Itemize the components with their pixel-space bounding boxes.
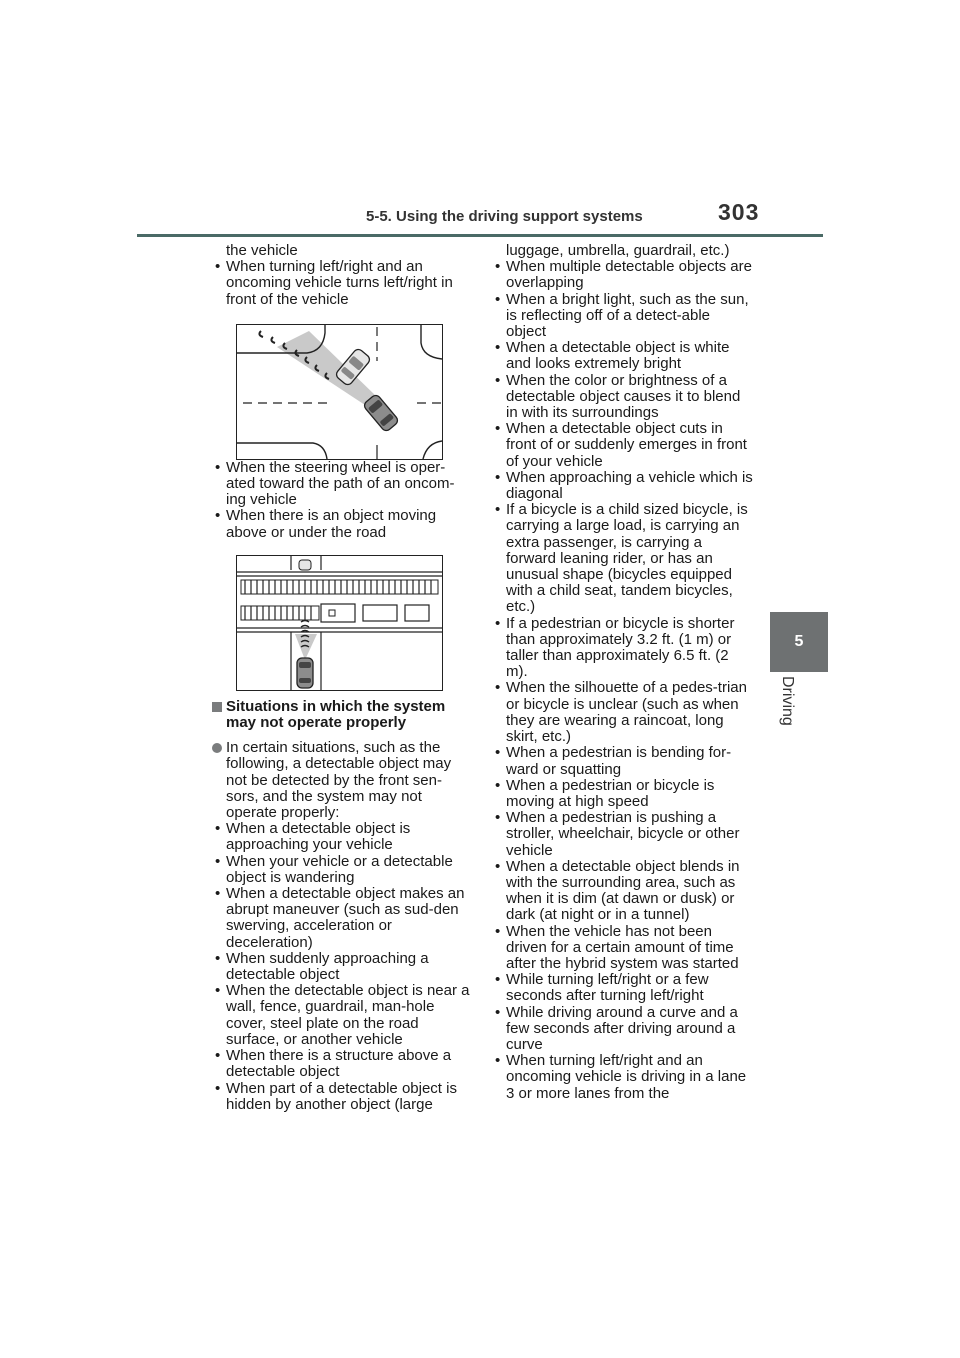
list-item: • When turning left/right and an oncoming vehicle is driving in a lane 3 or more lanes from the xyxy=(492,1053,754,1102)
page-number: 303 xyxy=(718,199,760,225)
list-item: • When a detectable object makes an abrupt maneuver (such as sud-den swerving, acceleration or deceleration) xyxy=(212,886,474,951)
section-title: 5-5. Using the driving support systems xyxy=(366,208,643,225)
list-item: • When multiple detectable objects are overlapping xyxy=(492,259,754,291)
list-item: • When the detectable object is near a wall, fence, guardrail, man-hole cover, steel plate on the road surface, or another vehicle xyxy=(212,983,474,1048)
list-item: • When a pedestrian is bending for-ward or squatting xyxy=(492,745,754,777)
bullet-list-c xyxy=(212,821,474,1113)
chapter-number: 5 xyxy=(794,633,804,650)
list-item: • If a pedestrian or bicycle is shorter than approximately 3.2 ft. (1 m) or taller than approximately 6.5 ft. (2 m). xyxy=(492,616,754,681)
list-item: • When a detectable object is approaching your vehicle xyxy=(212,821,474,853)
overpass-illustration xyxy=(236,555,443,691)
section-heading: Situations in which the system may not operate properly xyxy=(212,699,474,731)
list-item: • When a bright light, such as the sun, is reflecting off of a detect-able object xyxy=(492,292,754,341)
list-item: • While driving around a curve and a few seconds after driving around a curve xyxy=(492,1005,754,1054)
header-rule xyxy=(137,234,823,237)
bullet-list-b xyxy=(212,460,474,541)
list-item: • When the color or brightness of a detectable object causes it to blend in with its surroundings xyxy=(492,373,754,422)
own-car xyxy=(297,658,313,688)
left-column xyxy=(212,243,474,1113)
square-bullet-icon xyxy=(212,702,222,712)
continued-text: the vehicle xyxy=(226,242,298,259)
list-item: • When the vehicle has not been driven for a certain amount of time after the hybrid system was started xyxy=(492,924,754,973)
list-item: • When suddenly approaching a detectable object xyxy=(212,951,474,983)
continued-text: luggage, umbrella, guardrail, etc.) xyxy=(506,242,730,259)
list-item: • When a detectable object blends in with the surrounding area, such as when it is dim (at dawn or dusk) or dark (at night or in a tunnel) xyxy=(492,859,754,924)
intro-paragraph: In certain situations, such as the following, a detectable object may not be detected by the front sen-sors, and the system may not operate properly: xyxy=(212,740,474,821)
list-item: • When part of a detectable object is hidden by another object (large xyxy=(212,1081,474,1113)
list-item: • When a detectable object cuts in front of or suddenly emerges in front of your vehicle xyxy=(492,421,754,470)
list-item: • When turning left/right and an oncoming vehicle turns left/right in front of the vehicle xyxy=(212,259,474,308)
bullet-list-a xyxy=(212,259,474,308)
list-item: • When the steering wheel is oper-ated toward the path of an oncom-ing vehicle xyxy=(212,460,474,509)
list-item: • When a pedestrian or bicycle is moving at high speed xyxy=(492,778,754,810)
list-item: • When a pedestrian is pushing a stroller, wheelchair, bicycle or other vehicle xyxy=(492,810,754,859)
intersection-turn-illustration xyxy=(236,324,443,460)
list-item: • While turning left/right or a few seconds after turning left/right xyxy=(492,972,754,1004)
list-item: • When there is an object moving above or under the road xyxy=(212,508,474,540)
bullet-list-right xyxy=(492,259,754,1102)
list-item: • When your vehicle or a detectable object is wandering xyxy=(212,854,474,886)
list-item: • When approaching a vehicle which is diagonal xyxy=(492,470,754,502)
right-column xyxy=(492,243,754,1102)
list-item: • When a detectable object is white and looks extremely bright xyxy=(492,340,754,372)
list-item: • If a bicycle is a child sized bicycle, is carrying a large load, is carrying an extra passenger, is carrying a forward leaning rider, or has an unusual shape (bicycles equipped with a child seat, tandem bicycles, etc.) xyxy=(492,502,754,615)
circle-bullet-icon xyxy=(212,743,222,753)
list-item: • When there is a structure above a detectable object xyxy=(212,1048,474,1080)
list-item: • When the silhouette of a pedes-trian or bicycle is unclear (such as when they are wearing a raincoat, long skirt, etc.) xyxy=(492,680,754,745)
chapter-label: Driving xyxy=(779,676,796,726)
chapter-tab[interactable] xyxy=(770,612,828,672)
detection-cone xyxy=(295,634,317,660)
